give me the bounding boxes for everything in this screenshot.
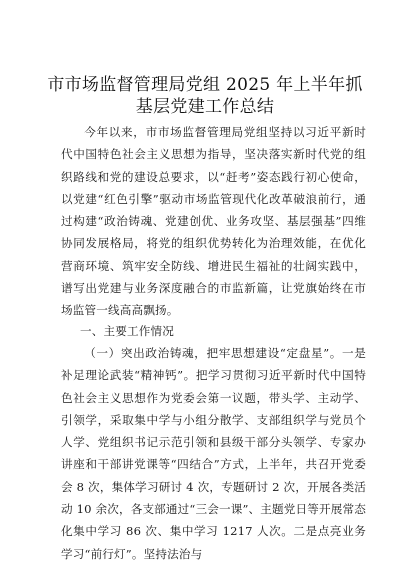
intro-paragraph: 今年以来，市市场监督管理局党组坚持以习近平新时代中国特色社会主义思想为指导，坚决落实新时代党的组织路线和党的建设总要求，以“赶考”姿态践行初心使命，以党建“红色引擎”驱动市场监管现代化改革破浪前行，通过构建“政治铸魂、党建创优、业务攻坚、基层强基”四维协同发展格局，将党的组织优势转化为治理效能，在优化营商环境、筑牢安全防线、增进民生福祉的壮阔实践中，谱写出党建与业务深度融合的市监新篇，让党旗始终在市场监管一线高高飘扬。: [61, 125, 366, 318]
section-heading: 一、主要工作情况: [80, 324, 174, 338]
section-paragraph: （一）突出政治铸魂，把牢思想建设“定盘星”。一是补足理论武装“精神钙”。把学习贯彻习近平新时代中国特色社会主义思想作为党委会第一议题，带头学、主动学、引领学，采取集中学与小组分散学、支部组织学与党员个人学、党组织书记示范引领和县级干部分头领学、专家办讲座和干部讲党课等“四结合”方式，上半年，共召开党委会 8 次，集体学习研讨 4 次，专题研讨 2 次，开展各类活动 10 余次，各支部通过“三会一课”、主题党日等开展常态化集中学习 86 次、集中学习 1217 人次。二是点亮业务学习“前行灯”。坚持法治与: [61, 346, 366, 561]
document-title: 市市场监督管理局党组 2025 年上半年抓基层党建工作总结: [47, 75, 363, 117]
